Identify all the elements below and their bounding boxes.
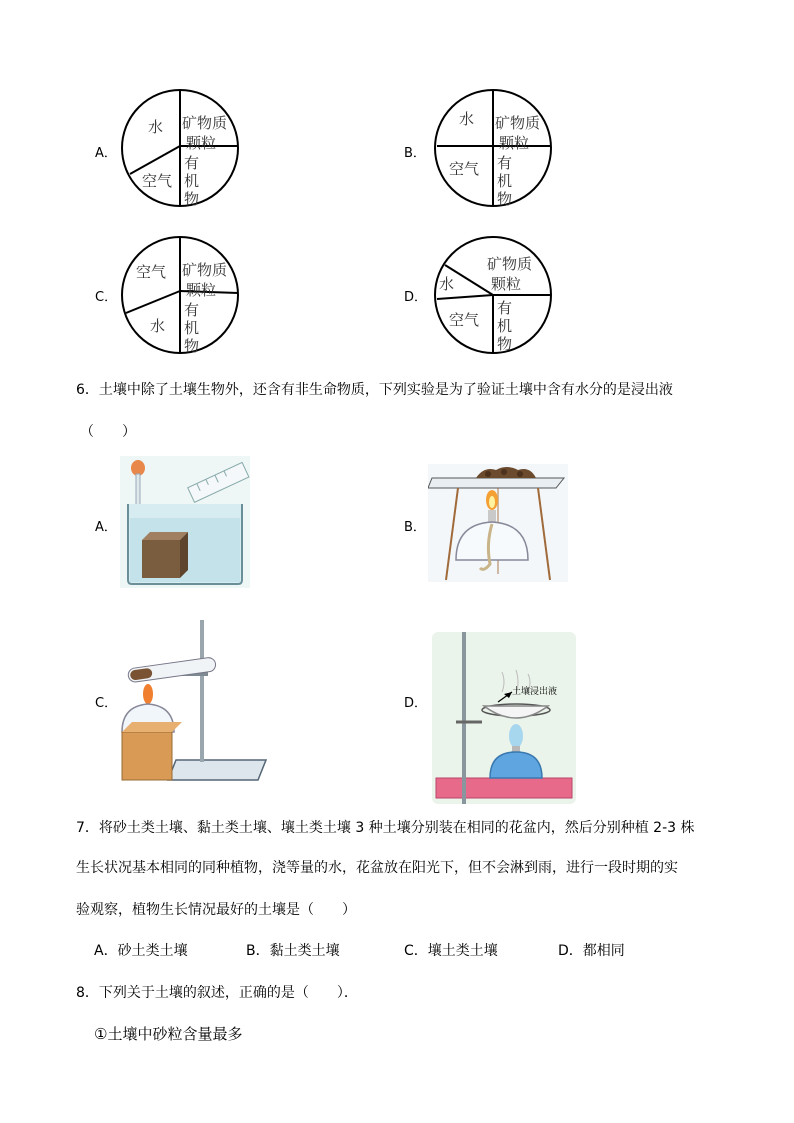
label-organic-2: 机 — [497, 172, 513, 190]
pie-chart-b — [431, 86, 555, 210]
label-mineral-1: 矿物质 — [487, 255, 533, 273]
question-7-line-2: 生长状况基本相同的同种植物，浇等量的水，花盆放在阳光下，但不会淋到雨，进行一段时期的实 — [76, 860, 678, 876]
label-organic-1: 有 — [184, 301, 200, 319]
label-mineral-1: 矿物质 — [182, 261, 228, 279]
label-organic-1: 有 — [184, 154, 200, 172]
beaker-soil-in-water-image — [120, 456, 250, 588]
label-mineral-2: 颗粒 — [499, 134, 530, 152]
question-7-line-1: 7．将砂土类土壤、黏土类土壤、壤土类土壤 3 种土壤分别装在相同的花盆内，然后分别种植 2-3 株 — [76, 820, 695, 836]
question-6-blank: （ ） — [80, 424, 136, 440]
annotation-soil-leachate: 土壤浸出液 — [512, 687, 558, 697]
label-organic-2: 机 — [184, 319, 200, 337]
question-8-text: 8．下列关于土壤的叙述，正确的是（ ）． — [76, 985, 358, 1001]
q7-option-a: A．砂土类土壤 — [94, 943, 188, 959]
label-organic-3: 物 — [184, 337, 200, 355]
label-air: 空气 — [142, 172, 173, 190]
option-letter-b: B． — [404, 146, 426, 161]
heating-soil-on-gauze-image — [428, 464, 568, 582]
question-6-text: 6．土壤中除了土壤生物外，还含有非生命物质，下列实验是为了验证土壤中含有水分的是浸出液 — [76, 382, 673, 398]
q7-option-c: C．壤土类土壤 — [404, 943, 498, 959]
pie-chart-d — [431, 233, 555, 357]
label-organic-1: 有 — [497, 299, 513, 317]
label-water: 水 — [459, 110, 475, 128]
q7-option-d: D．都相同 — [558, 943, 625, 959]
question-8-item-1: ①土壤中砂粒含量最多 — [94, 1025, 243, 1043]
label-mineral-2: 颗粒 — [186, 134, 217, 152]
test-tube-heating-image — [118, 614, 268, 782]
label-water: 水 — [439, 275, 455, 293]
option-letter-c: C． — [95, 696, 118, 711]
label-air: 空气 — [449, 160, 480, 178]
question-7-line-3: 验观察，植物生长情况最好的土壤是（ ） — [76, 902, 356, 918]
option-letter-a: A． — [95, 146, 117, 161]
label-air: 空气 — [449, 311, 480, 329]
label-organic-3: 物 — [497, 190, 513, 208]
option-letter-c: C． — [95, 290, 118, 305]
label-water: 水 — [150, 317, 166, 335]
evaporating-dish-image — [432, 632, 576, 804]
q7-option-b: B．黏土类土壤 — [246, 943, 340, 959]
option-letter-d: D． — [404, 696, 428, 711]
label-mineral-1: 矿物质 — [182, 114, 228, 132]
pie-chart-c — [118, 233, 242, 357]
label-mineral-2: 颗粒 — [491, 275, 522, 293]
label-organic-3: 物 — [497, 335, 513, 353]
option-letter-d: D． — [404, 290, 428, 305]
label-organic-2: 机 — [184, 172, 200, 190]
option-letter-a: A． — [95, 520, 117, 535]
label-organic-2: 机 — [497, 317, 513, 335]
pie-chart-a — [118, 86, 242, 210]
label-water: 水 — [148, 118, 164, 136]
label-organic-3: 物 — [184, 190, 200, 208]
label-mineral-2: 颗粒 — [186, 281, 217, 299]
label-organic-1: 有 — [497, 154, 513, 172]
option-letter-b: B． — [404, 520, 426, 535]
label-mineral-1: 矿物质 — [495, 114, 541, 132]
label-air: 空气 — [136, 263, 167, 281]
